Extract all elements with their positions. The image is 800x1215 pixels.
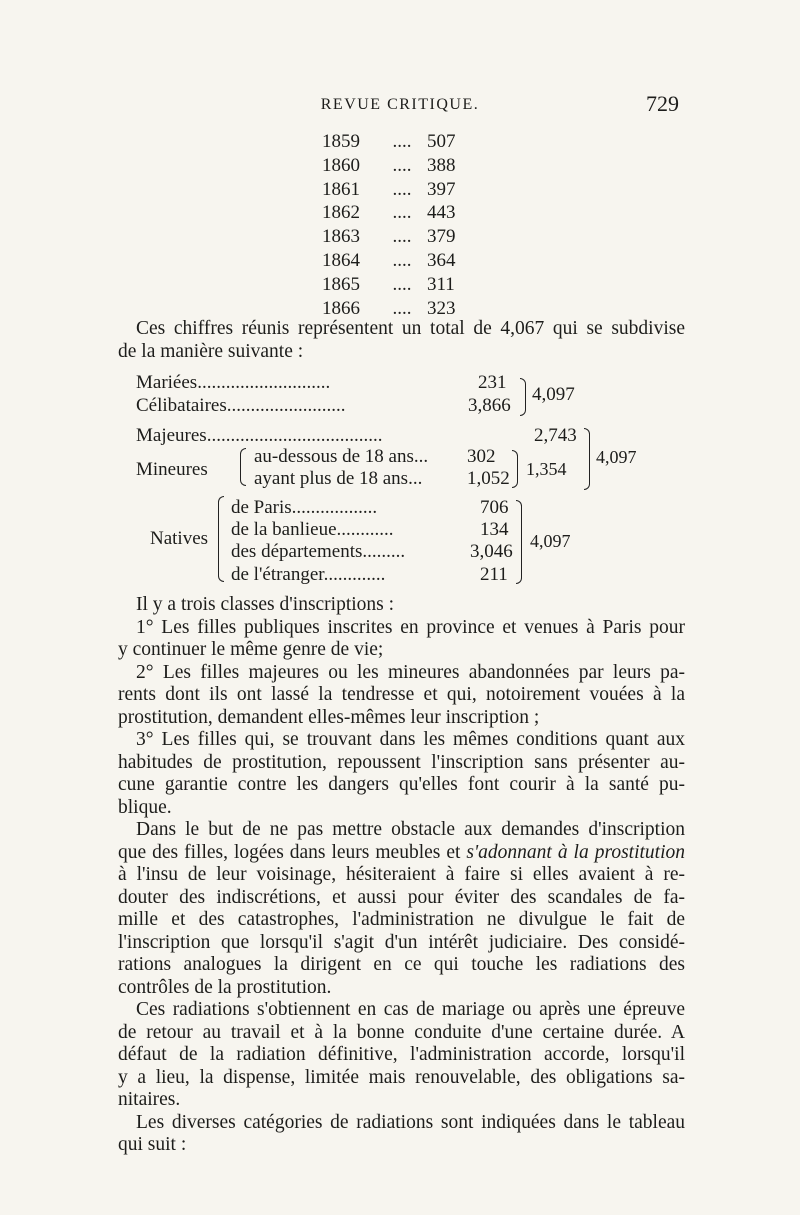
text-line: Il y a trois classes d'inscriptions : [136,594,395,615]
text-line: qui suit : [118,1134,187,1155]
text-line: Les diverses catégories de radiations sont indiquées dans le tableau [136,1111,685,1133]
text-line: y a lieu, la dispense, limitée mais renouvelable, des obligations sa- [118,1066,685,1088]
text-line: y continuer le même genre de vie; [118,639,384,660]
row-value-departements: 3,046 [470,541,513,562]
year-cell: 1863 [322,226,360,248]
year-cell: 1864 [322,249,360,271]
count-cell: 397 [427,178,456,200]
year-cell: 1860 [322,154,360,176]
year-cell: 1862 [322,202,360,224]
count-cell: 507 [427,131,456,152]
leader-dots: .... [392,249,412,271]
body-text [118,594,685,1157]
text-line: 3° Les filles qui, se trouvant dans les mêmes conditions quant aux [136,729,685,750]
leader-dots: .... [392,273,412,295]
intro-line: de la manière suivante : [118,340,304,362]
count-cell: 388 [427,154,456,176]
year-row [322,297,472,321]
row-label-departements: des départements......... [231,541,406,562]
brace-right [512,450,518,488]
leader-dots: .... [392,226,412,248]
year-row [322,249,472,273]
row-value-plus18: 1,052 [467,468,510,489]
row-value-mariees: 231 [478,372,507,393]
text-line: mille et des catastrophes, l'administration ne divulgue le fait de [118,909,685,930]
year-cell: 1859 [322,131,360,152]
row-value-etranger: 211 [480,564,508,585]
count-cell: 443 [427,202,456,224]
row-label-plus18: ayant plus de 18 ans... [254,468,423,489]
count-cell: 364 [427,249,456,271]
brace-right [520,378,526,416]
text-line: contrôles de la prostitution. [118,976,332,998]
row-label-sous18: au-dessous de 18 ans... [254,446,429,467]
brace-right [516,500,522,584]
text-line: prostitution, demandent elles-mêmes leur inscription ; [118,706,540,728]
text-line: nitaires. [118,1089,181,1110]
year-cell: 1865 [322,273,360,295]
text-line: défaut de la radiation définitive, l'administration accorde, lorsqu'il [118,1044,685,1065]
row-value-banlieue: 134 [480,519,509,540]
text-line: rents dont ils ont lassé la tendresse et qui, notoirement vouées à la [118,684,685,705]
marital-total: 4,097 [532,384,575,405]
year-row [322,273,472,297]
age-total: 4,097 [596,447,637,467]
text-run: que des filles, logées dans leurs meubles et [118,841,467,863]
row-label-majeures: Majeures..................................... [136,425,383,446]
row-value-majeures: 2,743 [534,425,577,446]
row-value-sous18: 302 [467,446,496,467]
leader-dots: .... [392,178,412,200]
brace-right [584,428,590,490]
text-line [118,842,685,865]
row-value-paris: 706 [480,497,509,518]
text-line: Ces radiations s'obtiennent en cas de mariage ou après une épreuve [136,999,685,1020]
leader-dots: .... [392,131,412,152]
brace-left [218,496,224,582]
year-row [322,225,472,249]
running-title: REVUE CRITIQUE. [320,96,480,113]
intro-paragraph [118,318,685,363]
text-line: douter des indiscrétions, et aussi pour éviter des scandales de fa- [118,886,685,908]
text-line: de retour au travail et à la bonne conduite d'une certaine durée. A [118,1021,685,1043]
mineures-total: 1,354 [526,459,567,479]
count-cell: 311 [427,273,455,295]
text-line: à l'insu de leur voisinage, hésiteraient à faire si elles avaient à re- [118,864,685,885]
year-table [322,130,472,320]
leader-dots: .... [392,154,412,176]
page-number: 729 [646,91,679,116]
text-line: blique. [118,796,172,818]
brace-left [240,448,246,486]
year-row [322,201,472,225]
row-value-celibataires: 3,866 [468,395,511,416]
year-row [322,154,472,178]
text-line: Dans le but de ne pas mettre obstacle aux demandes d'inscription [136,819,685,840]
year-row [322,178,472,202]
leader-dots: .... [392,297,412,319]
row-label-paris: de Paris.................. [231,497,378,518]
origin-total: 4,097 [530,531,571,551]
text-line: rations analogues la dirigent en ce qui touche les radiations des [118,954,685,975]
count-cell: 379 [427,226,456,248]
row-label-celibataires: Célibataires......................... [136,395,346,416]
leader-dots: .... [392,202,412,224]
text-line: 2° Les filles majeures ou les mineures abandonnées par leurs pa- [136,661,685,683]
count-cell: 323 [427,297,456,319]
intro-line: Ces chiffres réunis représentent un total de 4,067 qui se subdivise [136,318,685,339]
italic-run: s'adonnant à la prostitution [466,841,685,863]
row-label-etranger: de l'étranger............. [231,564,386,585]
year-row [322,130,472,154]
text-line: habitudes de prostitution, repoussent l'inscription sans présenter au- [118,751,685,773]
row-label-mariees: Mariées............................ [136,372,331,393]
year-cell: 1866 [322,297,360,319]
text-line: cune garantie contre les dangers qu'elles font courir à la santé pu- [118,774,685,795]
year-cell: 1861 [322,178,360,200]
row-label-banlieue: de la banlieue............ [231,519,394,540]
label-natives: Natives [150,528,209,549]
label-mineures: Mineures [136,459,208,480]
text-line: l'inscription que lorsqu'il s'agit d'un intérêt judiciaire. Des considé- [118,931,685,953]
text-line: 1° Les filles publiques inscrites en province et venues à Paris pour [136,616,685,638]
